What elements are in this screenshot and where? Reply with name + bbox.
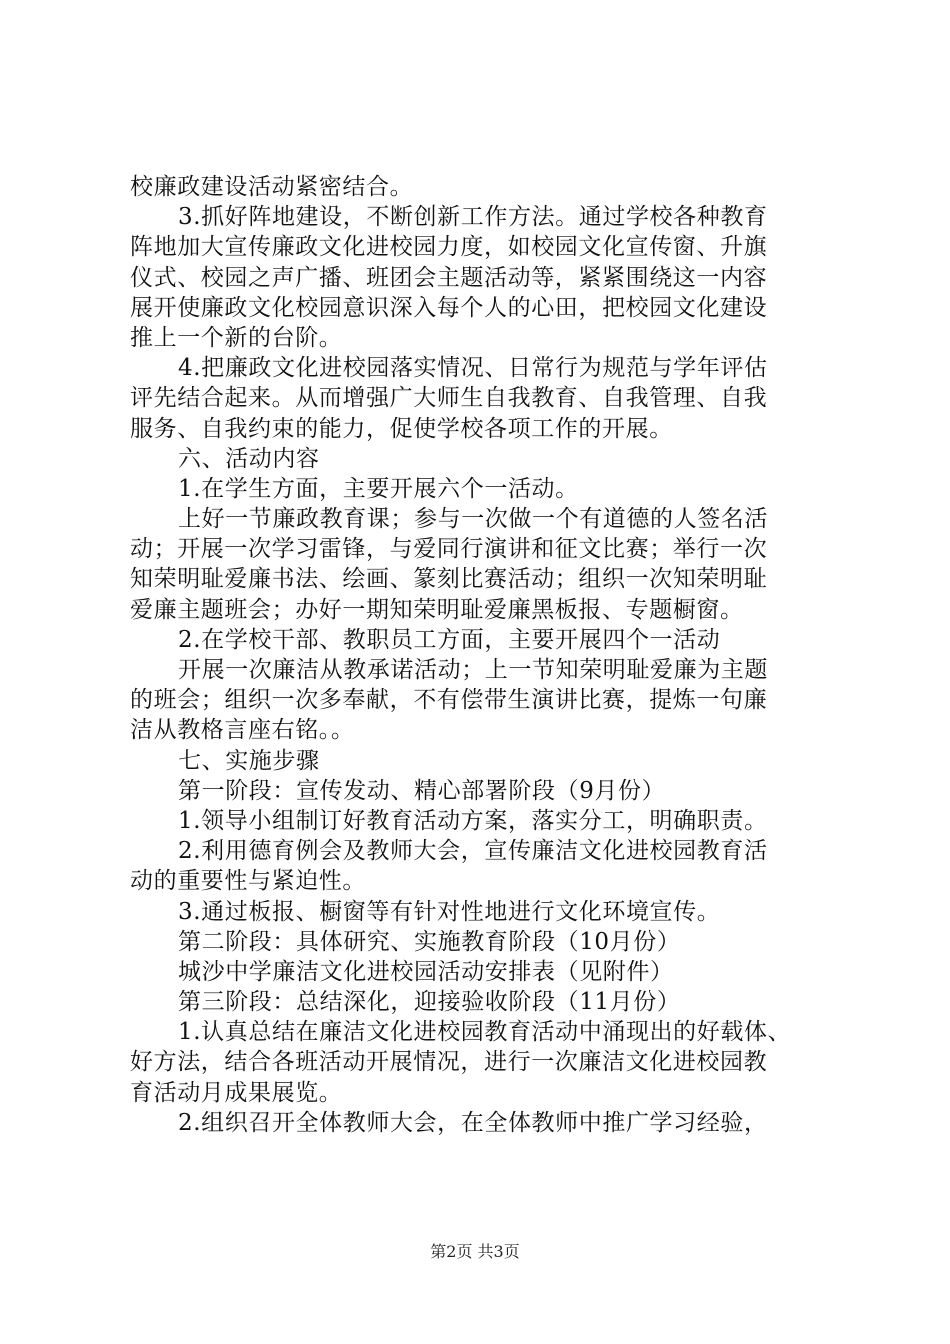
text-line: 第二阶段：具体研究、实施教育阶段（10月份） bbox=[178, 928, 681, 955]
text-line: 2.组织召开全体教师大会，在全体教师中推广学习经验， bbox=[178, 1109, 768, 1136]
text-line: 好方法，结合各班活动开展情况，进行一次廉洁文化进校园教 bbox=[130, 1049, 768, 1076]
text-line: 2.利用德育例会及教师大会，宣传廉洁文化进校园教育活 bbox=[178, 838, 768, 865]
text-line: 洁从教格言座右铭。。 bbox=[130, 717, 355, 744]
text-line: 3.通过板报、橱窗等有针对性地进行文化环境宣传。 bbox=[178, 898, 721, 925]
text-line: 上好一节廉政教育课；参与一次做一个有道德的人签名活 bbox=[178, 506, 768, 533]
text-line: 第三阶段：总结深化，迎接验收阶段（11月份） bbox=[178, 989, 681, 1016]
text-line: 动的重要性与紧迫性。 bbox=[130, 868, 366, 895]
text-line: 4.把廉政文化进校园落实情况、日常行为规范与学年评估 bbox=[178, 355, 768, 382]
text-line: 开展一次廉洁从教承诺活动；上一节知荣明耻爱廉为主题 bbox=[178, 657, 768, 683]
text-line: 2.在学校干部、教职员工方面，主要开展四个一活动 bbox=[178, 626, 721, 653]
text-line: 七、实施步骤 bbox=[178, 747, 320, 774]
text-line: 服务、自我约束的能力，促使学校各项工作的开展。 bbox=[130, 415, 673, 442]
text-line: 仪式、校园之声广播、班团会主题活动等，紧紧围绕这一内容 bbox=[130, 264, 768, 291]
text-line: 1.认真总结在廉洁文化进校园教育活动中涌现出的好载体、 bbox=[178, 1019, 792, 1046]
text-line: 动；开展一次学习雷锋，与爱同行演讲和征文比赛；举行一次 bbox=[130, 536, 768, 563]
text-line: 爱廉主题班会；办好一期知荣明耻爱廉黑板报、专题橱窗。 bbox=[130, 596, 744, 623]
text-line: 城沙中学廉洁文化进校园活动安排表（见附件） bbox=[178, 958, 674, 985]
document-body bbox=[130, 172, 830, 1138]
text-line: 校廉政建设活动紧密结合。 bbox=[130, 174, 414, 200]
text-line: 1.在学生方面，主要开展六个一活动。 bbox=[178, 475, 579, 502]
text-line: 评先结合起来。从而增强广大师生自我教育、自我管理、自我 bbox=[130, 385, 768, 412]
text-line: 3.抓好阵地建设，不断创新工作方法。通过学校各种教育 bbox=[178, 204, 768, 231]
text-line: 展开使廉政文化校园意识深入每个人的心田，把校园文化建设 bbox=[130, 294, 768, 321]
text-line: 1.领导小组制订好教育活动方案，落实分工，明确职责。 bbox=[178, 807, 768, 834]
text-line: 六、活动内容 bbox=[178, 445, 320, 472]
text-line: 育活动月成果展览。 bbox=[130, 1079, 343, 1106]
text-line: 的班会；组织一次多奉献，不有偿带生演讲比赛，提炼一句廉 bbox=[130, 687, 768, 714]
text-line: 第一阶段：宣传发动、精心部署阶段（9月份） bbox=[178, 777, 666, 804]
text-line: 阵地加大宣传廉政文化进校园力度，如校园文化宣传窗、升旗 bbox=[130, 234, 768, 261]
page-footer: 第2页 共3页 bbox=[430, 1242, 520, 1261]
text-line: 推上一个新的台阶。 bbox=[130, 324, 343, 351]
text-line: 知荣明耻爱廉书法、绘画、篆刻比赛活动；组织一次知荣明耻 bbox=[130, 566, 768, 593]
